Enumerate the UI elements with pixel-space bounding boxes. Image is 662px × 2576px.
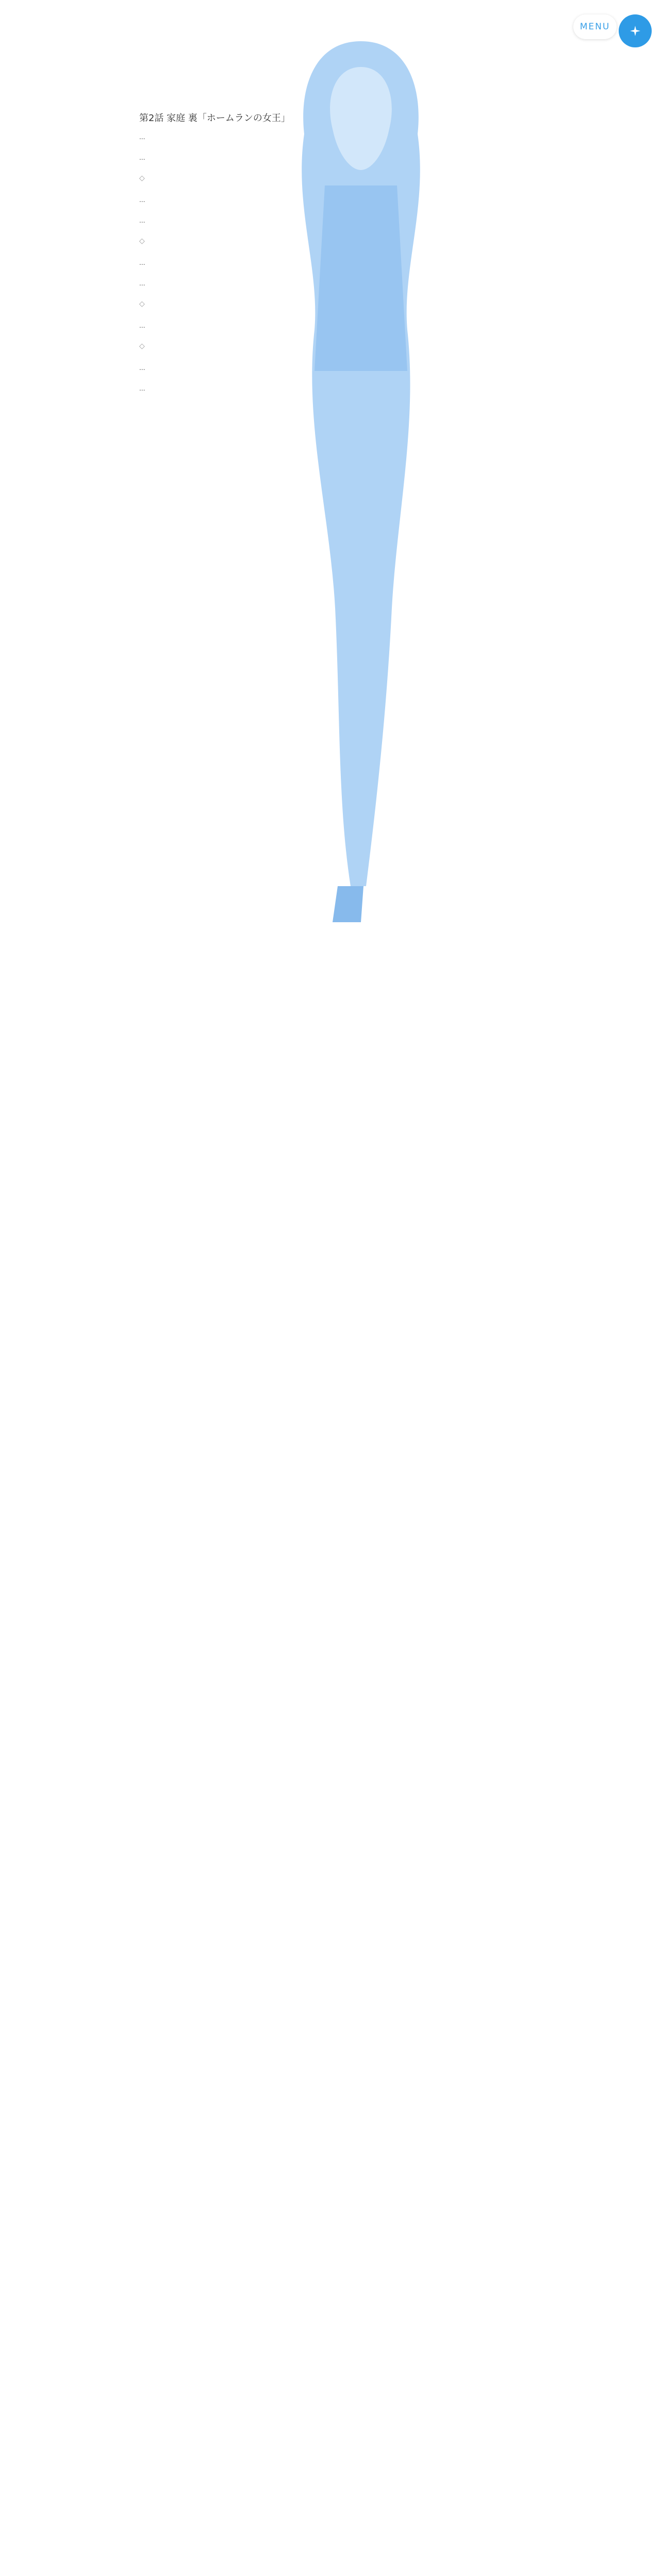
article-title: 第2話 家庭 裏「ホームランの女王」 bbox=[139, 113, 290, 124]
section-divider: ◇ bbox=[139, 342, 145, 350]
article-paragraph: … bbox=[139, 280, 145, 287]
article-paragraph: … bbox=[139, 364, 145, 371]
section-divider: ◇ bbox=[139, 237, 145, 245]
article-paragraph: … bbox=[139, 133, 145, 141]
article-paragraph: … bbox=[139, 385, 145, 392]
article-paragraph: … bbox=[139, 259, 145, 266]
section-divider: ◇ bbox=[139, 300, 145, 308]
menu-button[interactable] bbox=[573, 14, 617, 39]
article bbox=[139, 113, 523, 404]
menu-icon[interactable] bbox=[619, 14, 652, 47]
article-paragraph: … bbox=[139, 217, 145, 224]
article-paragraph: … bbox=[139, 196, 145, 204]
section-divider: ◇ bbox=[139, 174, 145, 182]
article-paragraph: … bbox=[139, 322, 145, 329]
article-paragraph: … bbox=[139, 154, 145, 161]
menu-label: MENU bbox=[580, 22, 610, 32]
